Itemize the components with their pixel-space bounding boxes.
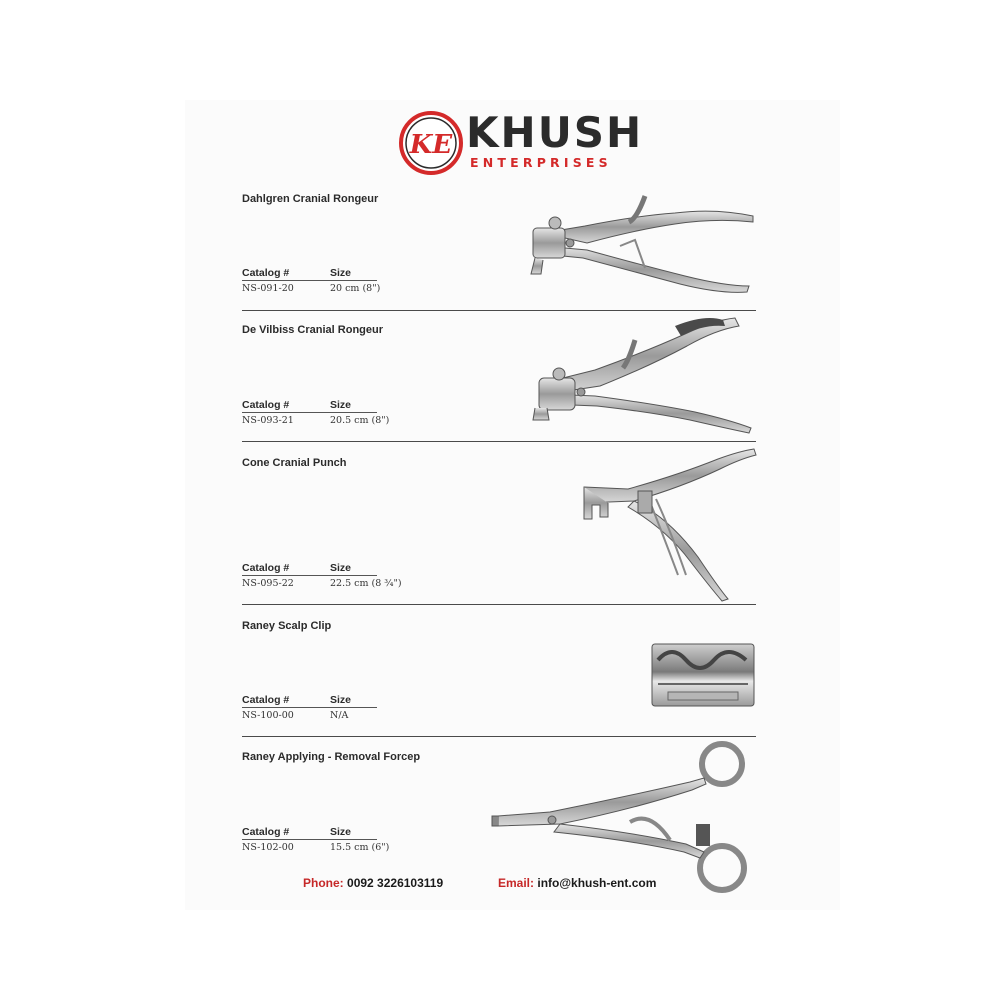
rongeur-icon	[525, 188, 755, 298]
product-name: De Vilbiss Cranial Rongeur	[242, 324, 384, 336]
size-header: Size	[330, 694, 352, 706]
catalog-header: Catalog #	[242, 826, 290, 838]
product-size: 20.5 cm (8")	[330, 415, 390, 426]
separator	[242, 736, 756, 737]
product-name: Raney Scalp Clip	[242, 620, 332, 632]
catalog-number: NS-095-22	[242, 578, 294, 589]
product-name: Raney Applying - Removal Forcep	[242, 751, 421, 763]
header-underline	[242, 707, 377, 708]
brand-name: KHUSH	[466, 108, 644, 157]
cranial-punch-icon	[578, 447, 758, 602]
separator	[242, 604, 756, 605]
logo-monogram: KE	[409, 130, 453, 160]
scalp-clip-icon	[650, 640, 756, 710]
phone-label: Phone:	[303, 876, 344, 890]
header-underline	[242, 412, 377, 413]
product-size: 20 cm (8")	[330, 283, 381, 294]
catalog-number: NS-093-21	[242, 415, 294, 426]
rongeur-icon	[525, 312, 755, 434]
product-size: 22.5 cm (8 ¾")	[330, 578, 402, 589]
email-label: Email:	[498, 876, 535, 890]
catalog-header: Catalog #	[242, 562, 290, 574]
phone-number[interactable]: 0092 3226103119	[347, 876, 444, 890]
header-underline	[242, 280, 377, 281]
separator	[242, 310, 756, 311]
brand-subtitle: ENTERPRISES	[470, 155, 612, 170]
header-underline	[242, 575, 377, 576]
brand-logo-icon	[398, 110, 468, 176]
product-name: Cone Cranial Punch	[242, 457, 347, 469]
size-header: Size	[330, 267, 352, 279]
email-address[interactable]: info@khush-ent.com	[537, 876, 657, 890]
product-name: Dahlgren Cranial Rongeur	[242, 193, 379, 205]
catalog-header: Catalog #	[242, 399, 290, 411]
catalog-header: Catalog #	[242, 694, 290, 706]
email-line	[498, 876, 656, 890]
product-size: N/A	[330, 710, 349, 721]
product-size: 15.5 cm (6")	[330, 842, 390, 853]
catalog-number: NS-100-00	[242, 710, 294, 721]
size-header: Size	[330, 399, 352, 411]
size-header: Size	[330, 826, 352, 838]
header-underline	[242, 839, 377, 840]
catalog-header: Catalog #	[242, 267, 290, 279]
catalog-number: NS-091-20	[242, 283, 294, 294]
phone-line	[303, 876, 443, 890]
size-header: Size	[330, 562, 352, 574]
separator	[242, 441, 756, 442]
catalog-number: NS-102-00	[242, 842, 294, 853]
